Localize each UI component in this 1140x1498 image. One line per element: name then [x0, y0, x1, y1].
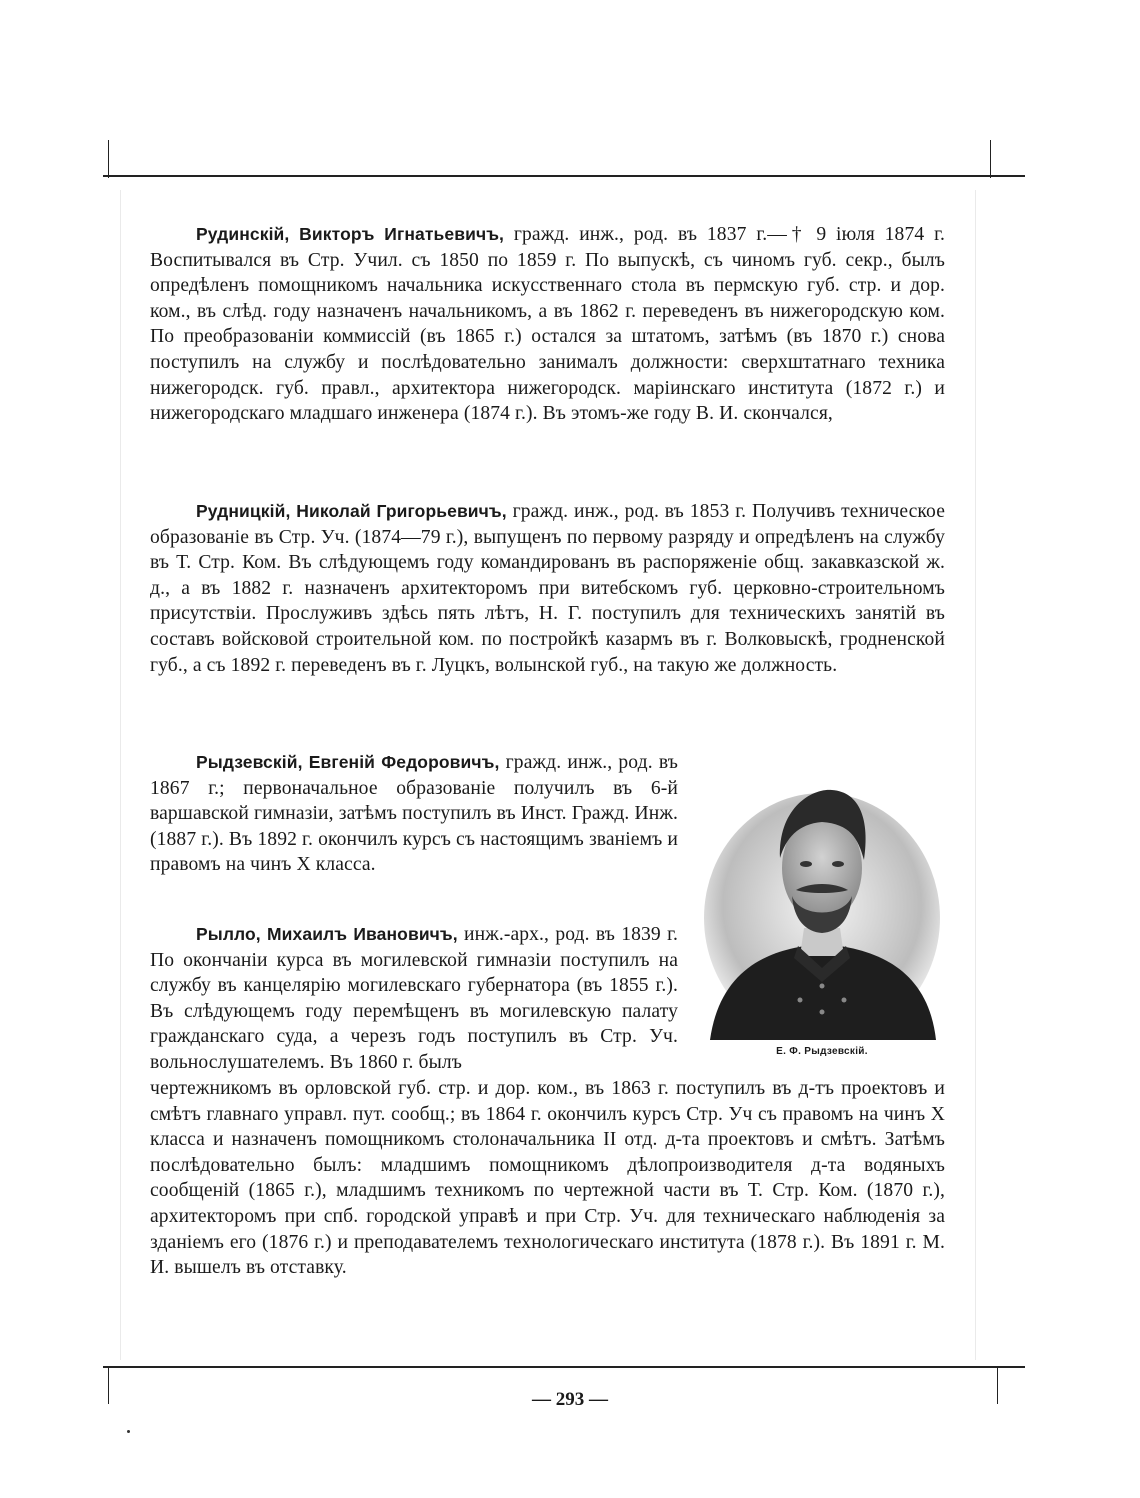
frame-corner-mark — [990, 140, 991, 178]
entry-text: инж.-арх., род. въ 1839 г. По окончаніи курса въ могилевской гимназіи поступилъ на службу въ канцелярію могилевскаго губернатора (въ 1855 г.). Въ слѣдующемъ году перемѣщенъ въ могилевскую палату гражданскаго суда, а черезъ годъ поступилъ въ Стр. Уч. вольнослушателемъ. Въ 1860 г. былъ — [150, 924, 679, 1073]
entry-text: гражд. инж., род. въ 1867 г.; первоначальное образованіе получилъ въ 6-й варшавской гимназіи, затѣмъ поступилъ въ Инст. Гражд. Инж. (1887 г.). Въ 1892 г. окончилъ курсъ съ настоящимъ званіемъ и правомъ на чинъ X класса. — [150, 752, 678, 876]
frame-bottom-rule — [103, 1366, 1025, 1368]
inner-frame-right — [975, 190, 976, 1360]
entry-rylo — [150, 922, 678, 1076]
page-number: — 293 — — [532, 1389, 608, 1410]
frame-corner-mark — [997, 1366, 998, 1404]
print-speck — [127, 1430, 130, 1433]
inner-frame-left — [120, 190, 121, 1360]
frame-top-rule — [103, 175, 1025, 177]
entry-rudinsky — [150, 222, 945, 427]
entry-name: Рудинскій, Викторъ Игнатьевичъ, — [196, 224, 505, 244]
portrait-photo — [700, 768, 944, 1040]
entry-rudnitsky — [150, 499, 945, 678]
entry-text: гражд. инж., род. въ 1853 г. Получивъ техническое образованіе въ Стр. Уч. (1874—79 г.), выпущенъ по первому разряду и опредѣленъ на службу въ Т. Стр. Ком. Въ слѣдующемъ году командированъ въ распоряженіе общ. закавказской ж. д., а въ 1882 г. назначенъ архитекторомъ при витебскомъ губ. церковно-строительномъ присутствіи. Прослуживъ здѣсь пять лѣтъ, Н. Г. поступилъ для техническихъ занятій въ составъ войсковой строительной ком. по постройкѣ казармъ въ г. Волковыскѣ, гродненской губ., а съ 1892 г. переведенъ въ г. Луцкъ, волынской губ., на такую же должность. — [150, 501, 945, 676]
entry-name: Рудницкій, Николай Григорьевичъ, — [196, 501, 507, 521]
entry-name: Рыдзевскій, Евгеній Федоровичъ, — [196, 752, 500, 772]
portrait-caption: Е. Ф. Рыдзевскій. — [776, 1046, 868, 1057]
entry-name: Рылло, Михаилъ Ивановичъ, — [196, 924, 458, 944]
entry-text: гражд. инж., род. въ 1837 г.—† 9 іюля 1874 г. Воспитывался въ Стр. Учил. съ 1850 по 1859 г. По выпускѣ, съ чиномъ губ. секр., былъ опредѣленъ помощникомъ начальника искусственнаго стола въ пермскую губ. стр. и дор. ком., въ слѣд. году назначенъ начальникомъ, а въ 1862 г. переведенъ въ нижегородскую ком. По преобразованіи коммиссій (въ 1865 г.) остался за штатомъ, затѣмъ (въ 1870 г.) снова поступилъ на службу и послѣдовательно занималъ должности: сверхштатнаго техника нижегородск. губ. правл., архитектора нижегородск. маріинскаго института (1872 г.) и нижегородскаго младшаго инженера (1874 г.). Въ этомъ-же году В. И. скончался, — [150, 224, 945, 425]
entry-text: чертежникомъ въ орловской губ. стр. и дор. ком., въ 1863 г. поступилъ въ д-тъ проектовъ и смѣтъ главнаго управл. пут. сообщ.; въ 1864 г. окончилъ курсъ Стр. Уч съ правомъ на чинъ X класса и назначенъ помощникомъ столоначальника II отд. д-та проектовъ и смѣтъ. Затѣмъ послѣдовательно былъ: младшимъ помощникомъ дѣлопроизводителя д-та водяныхъ сообщеній (1865 г.), младшимъ техникомъ по чертежной части въ Т. Стр. Ком. (1870 г.), архитекторомъ при спб. городской управѣ и при Стр. Уч. для техническаго наблюденія за зданіемъ его (1876 г.) и преподавателемъ технологическаго института (1878 г.). Въ 1891 г. М. И. вышелъ въ отставку. — [150, 1078, 945, 1279]
entry-rydzevsky — [150, 750, 678, 878]
entry-rylo-continued — [150, 1076, 945, 1281]
frame-corner-mark — [108, 140, 109, 178]
frame-corner-mark — [108, 1366, 109, 1404]
